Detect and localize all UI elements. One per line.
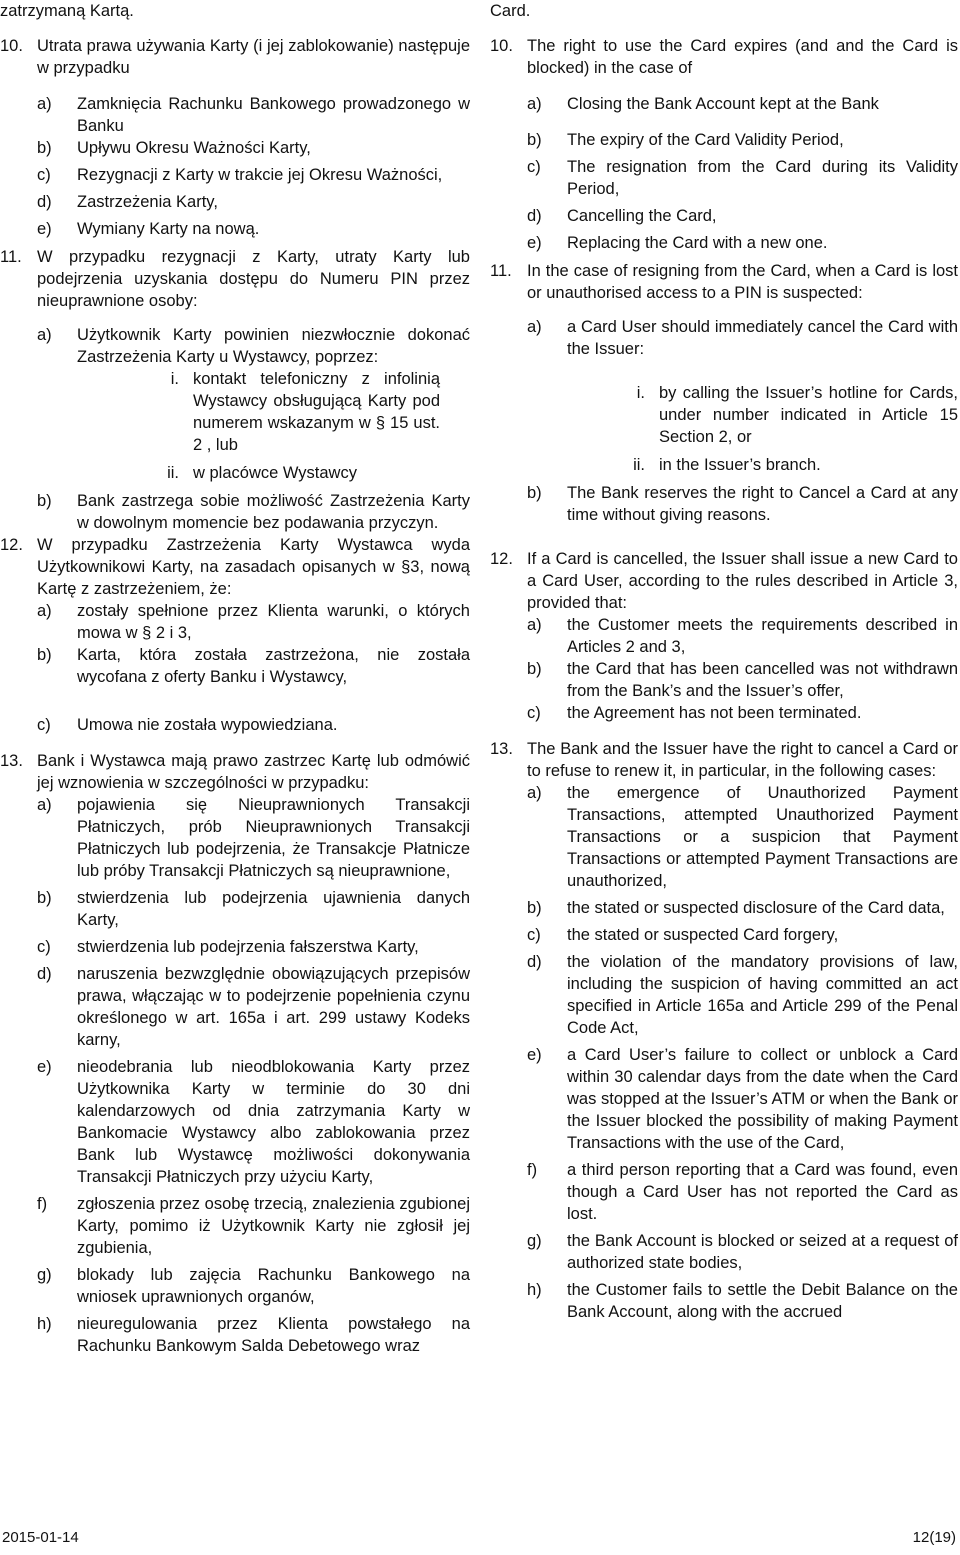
list-item xyxy=(0,137,470,159)
item-text: Zastrzeżenia Karty, xyxy=(77,193,218,211)
item-text: the Card that has been cancelled was not withdrawn from the Bank’s and the Issuer’s offer, xyxy=(567,660,958,700)
item-letter: a) xyxy=(37,326,52,344)
list-item xyxy=(490,1230,958,1274)
polish-column xyxy=(0,0,470,1357)
list-item xyxy=(0,490,470,534)
list-item xyxy=(490,897,958,919)
item-text: the emergence of Unauthorized Payment Transactions, attempted Unauthorized Payment Transactions or a suspicion that Payment Transactions or attempted Payment Transactions are unauthorized, xyxy=(567,784,958,890)
list-item xyxy=(0,1193,470,1259)
clause-number: 11. xyxy=(490,262,512,280)
clause-13 xyxy=(490,738,958,782)
item-text: The expiry of the Card Validity Period, xyxy=(567,131,844,149)
clause-text: The Bank and the Issuer have the right to cancel a Card or to refuse to renew it, in particular, in the following cases: xyxy=(527,740,958,780)
item-text: a Card User’s failure to collect or unblock a Card within 30 calendar days from the date when the Card was stopped at the Issuer’s ATM or when the Bank or the Issuer blocked the possibility of making Payment Transactions with the use of the Card, xyxy=(567,1046,958,1152)
list-item xyxy=(0,218,470,240)
item-letter: e) xyxy=(527,1046,542,1064)
paragraph-continuation: Card. xyxy=(490,2,531,20)
roman-numeral: ii. xyxy=(633,456,645,474)
item-text: Karta, która została zastrzeżona, nie została wycofana z oferty Banku i Wystawcy, xyxy=(77,646,470,686)
list-item xyxy=(490,614,958,658)
item-letter: d) xyxy=(37,965,52,983)
item-text: the stated or suspected disclosure of the Card data, xyxy=(567,899,945,917)
list-item xyxy=(490,1159,958,1225)
list-item xyxy=(490,658,958,702)
list-item xyxy=(490,1044,958,1154)
item-letter: f) xyxy=(37,1195,48,1213)
clause-text: W przypadku Zastrzeżenia Karty Wystawca wyda Użytkownikowi Karty, na zasadach opisanych w §3, nową Kartę z zastrzeżeniem, że: xyxy=(37,536,470,598)
item-text: Wymiany Karty na nową. xyxy=(77,220,260,238)
list-item xyxy=(0,936,470,958)
item-text: blokady lub zajęcia Rachunku Bankowego na wniosek uprawnionych organów, xyxy=(77,1266,470,1306)
item-text: Closing the Bank Account kept at the Bank xyxy=(567,95,879,113)
list-item xyxy=(0,1264,470,1308)
item-letter: h) xyxy=(37,1315,52,1333)
list-item xyxy=(0,191,470,213)
list-item xyxy=(0,93,470,137)
item-text: Upływu Okresu Ważności Karty, xyxy=(77,139,311,157)
item-letter: b) xyxy=(37,139,52,157)
clause-10 xyxy=(490,35,958,79)
item-letter: g) xyxy=(527,1232,542,1250)
item-text: the stated or suspected Card forgery, xyxy=(567,926,839,944)
clause-11 xyxy=(0,246,470,312)
list-item xyxy=(490,316,958,360)
english-column xyxy=(490,0,958,1323)
item-letter: e) xyxy=(37,1058,52,1076)
item-letter: b) xyxy=(37,889,52,907)
item-letter: c) xyxy=(527,926,541,944)
list-item xyxy=(490,782,958,892)
sub-list-item xyxy=(490,382,958,448)
list-item xyxy=(0,714,470,736)
roman-numeral: i. xyxy=(170,370,179,388)
clause-text: Utrata prawa używania Karty (i jej zablokowanie) następuje w przypadku xyxy=(37,37,470,77)
item-text: Bank zastrzega sobie możliwość Zastrzeżenia Karty w dowolnym momencie bez podawania przyczyn. xyxy=(77,492,470,532)
item-text: zgłoszenia przez osobę trzecią, znalezienia zgubionej Karty, pomimo iż Użytkownik Karty nie zgłosił jej zgubienia, xyxy=(77,1195,470,1257)
list-item xyxy=(0,887,470,931)
item-letter: c) xyxy=(37,166,51,184)
item-letter: a) xyxy=(37,95,52,113)
item-letter: c) xyxy=(527,704,541,722)
list-item xyxy=(0,600,470,644)
list-item xyxy=(490,93,958,115)
item-text: Rezygnacji z Karty w trakcie jej Okresu Ważności, xyxy=(77,166,443,184)
clause-text: If a Card is cancelled, the Issuer shall issue a new Card to a Card User, according to the rules described in Article 3, provided that: xyxy=(527,550,958,612)
list-item xyxy=(490,702,958,724)
clause-text: In the case of resigning from the Card, when a Card is lost or unauthorised access to a PIN is suspected: xyxy=(527,262,958,302)
list-item xyxy=(0,164,470,186)
item-letter: a) xyxy=(527,318,542,336)
clause-number: 13. xyxy=(490,740,513,758)
item-letter: c) xyxy=(527,158,541,176)
list-item xyxy=(490,232,958,254)
item-letter: a) xyxy=(527,784,542,802)
clause-13 xyxy=(0,750,470,794)
clause-number: 10. xyxy=(0,37,23,55)
item-letter: d) xyxy=(527,207,542,225)
item-text: The Bank reserves the right to Cancel a Card at any time without giving reasons. xyxy=(567,484,958,524)
item-letter: h) xyxy=(527,1281,542,1299)
list-item xyxy=(0,794,470,882)
clause-text: Bank i Wystawca mają prawo zastrzec Kartę lub odmówić jej wznowienia w szczególności w przypadku: xyxy=(37,752,470,792)
clause-number: 12. xyxy=(490,550,513,568)
list-item xyxy=(0,644,470,688)
item-text: stwierdzenia lub podejrzenia ujawnienia danych Karty, xyxy=(77,889,470,929)
item-text: w placówce Wystawcy xyxy=(193,464,357,482)
item-text: the Customer meets the requirements described in Articles 2 and 3, xyxy=(567,616,958,656)
clause-number: 13. xyxy=(0,752,23,770)
item-letter: d) xyxy=(37,193,52,211)
item-text: The resignation from the Card during its Validity Period, xyxy=(567,158,958,198)
item-text: in the Issuer’s branch. xyxy=(659,456,821,474)
item-text: a Card User should immediately cancel the Card with the Issuer: xyxy=(567,318,958,358)
clause-text: W przypadku rezygnacji z Karty, utraty Karty lub podejrzenia uzyskania dostępu do Numeru PIN przez nieuprawnione osoby: xyxy=(37,248,470,310)
item-text: Umowa nie została wypowiedziana. xyxy=(77,716,338,734)
list-item xyxy=(490,1279,958,1323)
clause-number: 12. xyxy=(0,536,23,554)
item-text: nieodebrania lub nieodblokowania Karty przez Użytkownika Karty w terminie do 30 dni kalendarzowych od dnia zatrzymania Karty w Bankomacie Wystawcy albo zablokowania przez Bank lub Wystawcę możliwości dokonywania Transakcji Płatniczych przy użyciu Karty, xyxy=(77,1058,470,1186)
list-item xyxy=(0,324,470,368)
item-letter: b) xyxy=(37,492,52,510)
sub-list-item xyxy=(490,454,958,476)
clause-text: The right to use the Card expires (and and the Card is blocked) in the case of xyxy=(527,37,958,77)
item-letter: b) xyxy=(527,899,542,917)
item-letter: a) xyxy=(527,616,542,634)
item-letter: g) xyxy=(37,1266,52,1284)
item-letter: d) xyxy=(527,953,542,971)
item-text: the Agreement has not been terminated. xyxy=(567,704,862,722)
item-letter: a) xyxy=(37,602,52,620)
clause-12 xyxy=(490,548,958,614)
list-item xyxy=(0,963,470,1051)
item-letter: a) xyxy=(37,796,52,814)
item-text: Cancelling the Card, xyxy=(567,207,717,225)
item-letter: c) xyxy=(37,938,51,956)
roman-numeral: ii. xyxy=(167,464,179,482)
clause-12 xyxy=(0,534,470,600)
item-text: zostały spełnione przez Klienta warunki, o których mowa w § 2 i 3, xyxy=(77,602,470,642)
item-letter: e) xyxy=(37,220,52,238)
clause-number: 10. xyxy=(490,37,513,55)
item-text: Replacing the Card with a new one. xyxy=(567,234,828,252)
page-number: 12(19) xyxy=(912,1529,956,1546)
item-text: kontakt telefoniczny z infolinią Wystawcy obsługującą Karty pod numerem wskazanym w § 15 ust. 2 , lub xyxy=(193,370,440,454)
list-item xyxy=(490,156,958,200)
list-item xyxy=(490,129,958,151)
item-text: the Customer fails to settle the Debit Balance on the Bank Account, along with the accrued xyxy=(567,1281,958,1321)
item-text: the Bank Account is blocked or seized at a request of authorized state bodies, xyxy=(567,1232,958,1272)
item-text: Użytkownik Karty powinien niezwłocznie dokonać Zastrzeżenia Karty u Wystawcy, poprzez: xyxy=(77,326,470,366)
item-text: by calling the Issuer’s hotline for Cards, under number indicated in Article 15 Section 2, or xyxy=(659,384,958,446)
item-text: stwierdzenia lub podejrzenia fałszerstwa Karty, xyxy=(77,938,419,956)
item-text: nieuregulowania przez Klienta powstałego na Rachunku Bankowym Salda Debetowego wraz xyxy=(77,1315,470,1355)
item-letter: b) xyxy=(37,646,52,664)
sub-list-item xyxy=(0,368,470,456)
item-letter: b) xyxy=(527,660,542,678)
list-item xyxy=(0,1056,470,1188)
item-letter: e) xyxy=(527,234,542,252)
item-text: the violation of the mandatory provisions of law, including the suspicion of having committed an act specified in Article 165a and Article 299 of the Penal Code Act, xyxy=(567,953,958,1037)
footer-date: 2015-01-14 xyxy=(2,1529,79,1546)
item-text: a third person reporting that a Card was found, even though a Card User has not reported the Card as lost. xyxy=(567,1161,958,1223)
item-letter: c) xyxy=(37,716,51,734)
clause-number: 11. xyxy=(0,248,22,266)
item-letter: a) xyxy=(527,95,542,113)
list-item xyxy=(490,951,958,1039)
item-text: naruszenia bezwzględnie obowiązujących przepisów prawa, włączając w to podejrzenie popełnienia czynu określonego w art. 165a i art. 299 ustawy Kodeks karny, xyxy=(77,965,470,1049)
clause-10 xyxy=(0,35,470,79)
item-letter: f) xyxy=(527,1161,538,1179)
item-text: Zamknięcia Rachunku Bankowego prowadzonego w Banku xyxy=(77,95,470,135)
list-item xyxy=(490,205,958,227)
clause-11 xyxy=(490,260,958,304)
item-text: pojawienia się Nieuprawnionych Transakcji Płatniczych, prób Nieuprawnionych Transakcji Płatniczych lub podejrzenia, że Transakcje Płatnicze lub próby Transakcji Płatniczych są nieuprawnione, xyxy=(77,796,470,880)
sub-list-item xyxy=(0,462,470,484)
roman-numeral: i. xyxy=(636,384,645,402)
list-item xyxy=(0,1313,470,1357)
list-item xyxy=(490,482,958,526)
paragraph-continuation: zatrzymaną Kartą. xyxy=(0,2,134,20)
item-letter: b) xyxy=(527,484,542,502)
list-item xyxy=(490,924,958,946)
item-letter: b) xyxy=(527,131,542,149)
